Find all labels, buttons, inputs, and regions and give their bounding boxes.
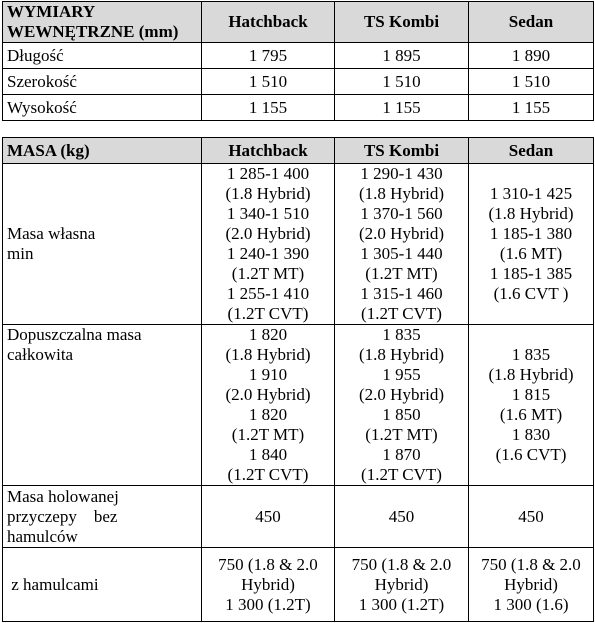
table-cell: 1 155 [335,95,469,121]
cell-line: (2.0 Hybrid) [359,224,444,243]
table-cell: 1 895 [335,43,469,69]
dimensions-header-label [3,2,202,43]
table-cell [335,548,469,622]
dimensions-header-row [3,2,594,43]
row-label: Wysokość [3,95,202,121]
cell-line: (2.0 Hybrid) [225,385,311,404]
table-cell [469,325,594,486]
cell-line: (1.2T MT) [231,264,305,283]
cell-line: 1 300 (1.6) [493,594,569,614]
row-label: Długość [3,43,202,69]
cell-line: 1 835 [511,345,551,364]
table-cell [335,164,469,325]
cell-line: (1.8 Hybrid) [359,345,444,364]
cell-line: 1 370-1 560 [360,204,443,223]
cell-line: 750 (1.8 & 2.0 [351,554,452,574]
cell-line: 1 290-1 430 [360,164,443,183]
mass-header-row [3,138,594,164]
table-row-braked-trailer [3,548,594,622]
table-cell [202,164,335,325]
cell-line: 1 820 [248,325,288,344]
cell-line: 1 955 [382,365,421,384]
table-row-gross-weight [3,325,594,486]
table-cell [469,486,594,548]
cell-line: 1 300 (1.2T) [358,594,445,614]
cell-line: (1.2T CVT) [227,465,309,484]
cell-line: Dopuszczalna masa [7,325,142,344]
cell-line: 1 815 [511,385,551,404]
cell-line: 1 240-1 390 [226,244,310,263]
cell-line: 1 830 [511,425,551,444]
cell-line: 1 340-1 510 [226,204,310,223]
table-cell: 1 155 [202,95,335,121]
row-label-gross-weight [3,325,202,486]
mass-table [2,137,594,622]
table-cell [469,548,594,622]
cell-line: min [7,244,34,263]
row-label-braked-trailer: z hamulcami [3,548,202,622]
cell-line: Hybrid) [504,574,558,594]
cell-line: (1.8 Hybrid) [225,184,311,203]
column-header-ts-kombi: TS Kombi [335,2,469,43]
table-row [3,69,594,95]
cell-line: 1 300 (1.2T) [225,594,311,614]
cell-line: Masa własna [7,224,96,243]
cell-line: 1 315-1 460 [360,284,443,303]
table-row-curb-weight [3,164,594,325]
cell-line: (1.6 CVT ) [493,284,569,303]
row-label: Szerokość [3,69,202,95]
cell-line: (1.8 Hybrid) [359,184,444,203]
table-cell: 1 510 [469,69,594,95]
column-header-sedan: Sedan [469,2,594,43]
cell-line: 1 185-1 380 [489,224,573,243]
mass-header-label: MASA (kg) [3,138,202,164]
cell-line: (1.2T MT) [365,264,438,283]
cell-line: 1 305-1 440 [360,244,443,263]
dimensions-table [2,1,594,121]
cell-line: 1 285-1 400 [226,164,310,183]
cell-line: 450 [255,506,281,526]
cell-line: (1.2T CVT) [227,304,309,323]
cell-line: (2.0 Hybrid) [225,224,311,243]
cell-line: (1.2T CVT) [361,465,442,484]
cell-line: 450 [518,506,544,526]
cell-line: 1 185-1 385 [489,264,573,283]
table-cell [469,164,594,325]
table-row-unbraked-trailer [3,486,594,548]
cell-line: 450 [388,506,415,526]
row-label-curb-weight [3,164,202,325]
cell-line: (1.2T MT) [231,425,305,444]
column-header-hatchback: Hatchback [202,138,335,164]
cell-line: (1.6 MT) [499,244,563,263]
cell-line: (1.2T MT) [365,425,438,444]
cell-line: 1 310-1 425 [489,184,573,203]
cell-line: (2.0 Hybrid) [359,385,444,404]
cell-line: 1 255-1 410 [226,284,310,303]
table-cell: 1 510 [335,69,469,95]
row-label-unbraked-trailer [3,486,202,548]
cell-line: 1 850 [382,405,421,424]
cell-line: 750 (1.8 & 2.0 [218,554,318,574]
table-cell [202,486,335,548]
header-label-line: WEWNĘTRZNE (mm) [7,22,179,41]
table-cell: 1 795 [202,43,335,69]
cell-line: 750 (1.8 & 2.0 [481,554,581,574]
label-line: przyczepy bez [7,506,118,526]
cell-line: Hybrid) [241,574,295,594]
table-cell [202,325,335,486]
label-line: Masa holowanej [7,486,119,506]
table-row [3,43,594,69]
cell-line: 1 840 [248,445,288,464]
column-header-sedan: Sedan [469,138,594,164]
cell-line: 1 870 [382,445,421,464]
label-line: hamulców [7,526,78,546]
cell-line: 1 835 [382,325,421,344]
cell-line: (1.8 Hybrid) [488,365,574,384]
cell-line: Hybrid) [374,574,429,594]
cell-line: (1.6 CVT) [495,445,567,464]
cell-line: (1.6 MT) [499,405,563,424]
cell-line: 1 910 [248,365,288,384]
column-header-hatchback: Hatchback [202,2,335,43]
table-cell [335,325,469,486]
table-cell [335,486,469,548]
cell-line: 1 820 [248,405,288,424]
cell-line: (1.8 Hybrid) [488,204,574,223]
column-header-ts-kombi: TS Kombi [335,138,469,164]
table-cell: 1 155 [469,95,594,121]
header-label-line: WYMIARY [7,2,96,21]
cell-line: całkowita [7,345,74,364]
table-cell: 1 510 [202,69,335,95]
table-cell: 1 890 [469,43,594,69]
cell-line: (1.8 Hybrid) [225,345,311,364]
table-row [3,95,594,121]
table-cell [202,548,335,622]
cell-line: (1.2T CVT) [361,304,442,323]
